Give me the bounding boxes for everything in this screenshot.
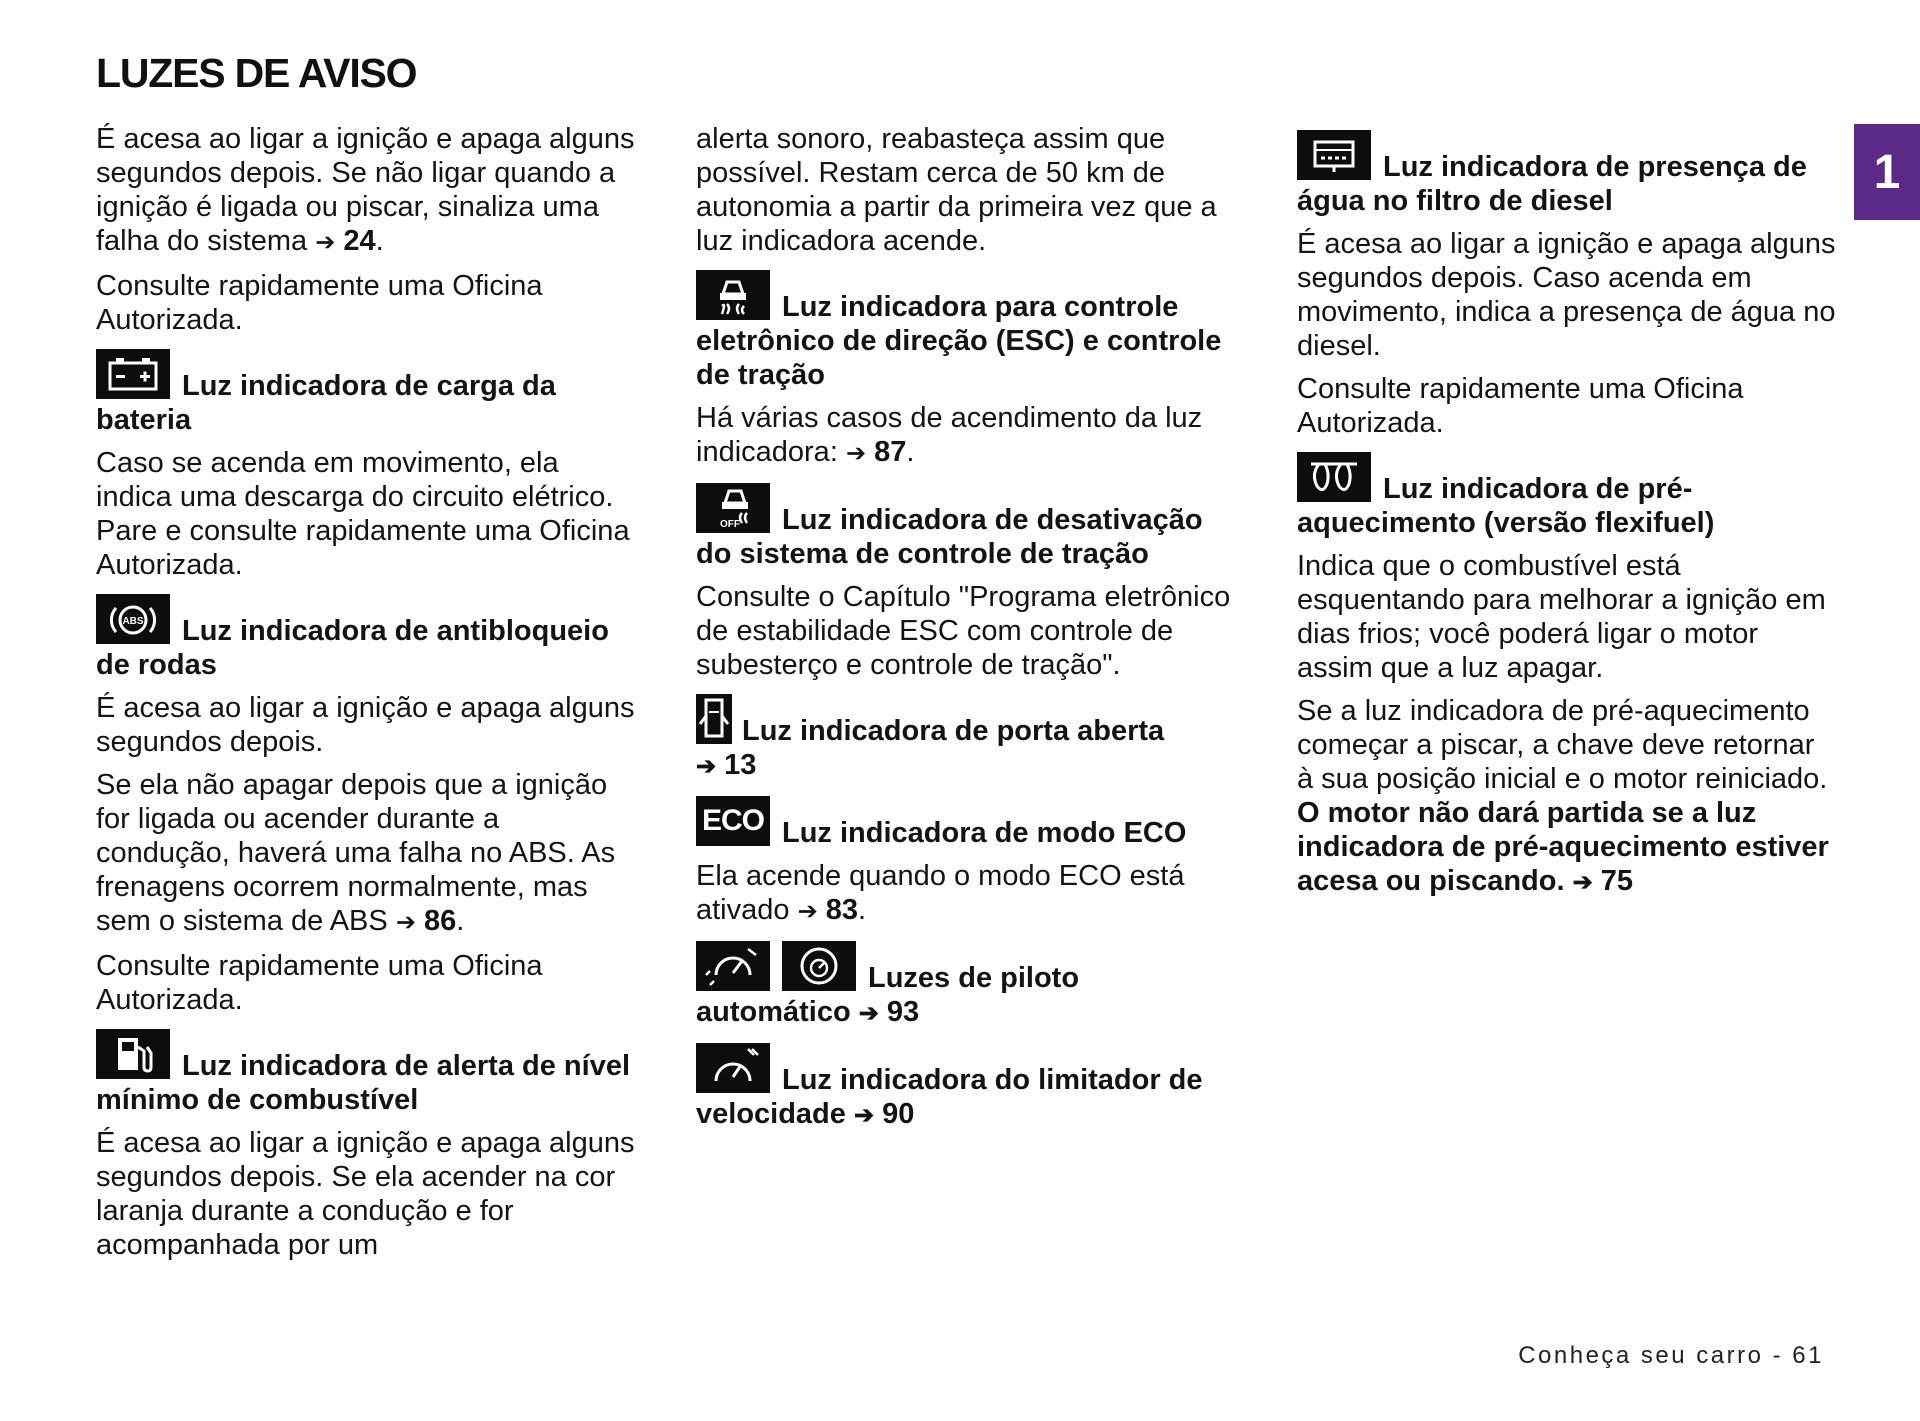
svg-text:OFF: OFF — [720, 519, 740, 530]
cruise-title: Luzes de piloto automático — [696, 962, 1080, 1028]
intro-paragraph: É acesa ao ligar a ignição e apaga alguns segundos depois. Se não ligar quando a ignição é ligada ou piscar, sinaliza uma falha do sistema ➔ 24. — [96, 123, 635, 257]
preheat-glow-plug-icon — [1297, 452, 1371, 502]
page-title: LUZES DE AVISO — [96, 50, 417, 96]
svg-text:ABS: ABS — [122, 616, 144, 627]
page-ref-87[interactable]: 87 — [874, 436, 907, 468]
arrow-icon: ➔ — [797, 898, 818, 925]
preheat-warning-bold: O motor não dará partida se a luz indicadora de pré-aquecimento estiver acesa ou piscando. ➔ 75 — [1297, 797, 1829, 897]
arrow-icon: ➔ — [395, 909, 416, 936]
page-ref-90[interactable]: 90 — [882, 1098, 915, 1130]
eco-text: Ela acende quando o modo ECO está ativado ➔ 83. — [696, 860, 1185, 926]
limiter-title: Luz indicadora do limitador de velocidade — [696, 1064, 1203, 1130]
page-ref-24[interactable]: 24 — [343, 225, 376, 257]
page-footer: Conheça seu carro - 61 — [1518, 1342, 1824, 1369]
water-text: É acesa ao ligar a ignição e apaga alguns segundos depois. Caso acenda em movimento, indica a presença de água no diesel. — [1297, 228, 1836, 362]
cruise-control-off-icon — [782, 941, 856, 991]
column-2 — [696, 122, 1236, 1142]
fuel-text: É acesa ao ligar a ignição e apaga alguns segundos depois. Se ela acender na cor laranja durante a condução e for acompanhada por um — [96, 1127, 635, 1261]
chapter-tab: 1 — [1854, 124, 1920, 220]
abs-warning-icon — [96, 594, 170, 644]
esc-off-heading — [696, 483, 1236, 571]
battery-title: Luz indicadora de carga da bateria — [96, 370, 556, 436]
water-consult: Consulte rapidamente uma Oficina Autorizada. — [1297, 373, 1744, 439]
esc-heading — [696, 270, 1236, 392]
eco-mode-icon: ECO — [696, 796, 770, 846]
page-ref-13[interactable]: 13 — [724, 749, 757, 781]
door-heading — [696, 694, 1236, 784]
preheat-heading — [1297, 452, 1837, 540]
abs-consult: Consulte rapidamente uma Oficina Autorizada. — [96, 950, 543, 1016]
fuel-title: Luz indicadora de alerta de nível mínimo de combustível — [96, 1050, 631, 1116]
fuel-heading — [96, 1029, 636, 1117]
eco-heading — [696, 796, 1236, 850]
preheat-text-1: Indica que o combustível está esquentando para melhorar a ignição em dias frios; você poderá ligar o motor assim que a luz apagar. — [1297, 550, 1826, 684]
esc-title: Luz indicadora para controle eletrônico de direção (ESC) e controle de tração — [696, 291, 1222, 391]
door-title: Luz indicadora de porta aberta — [742, 715, 1165, 747]
esc-off-title: Luz indicadora de desativação do sistema de controle de tração — [696, 504, 1203, 570]
esc-text: Há várias casos de acendimento da luz indicadora: ➔ 87. — [696, 402, 1203, 468]
arrow-icon: ➔ — [858, 1000, 879, 1027]
fuel-pump-icon — [96, 1029, 170, 1079]
arrow-icon: ➔ — [1572, 869, 1593, 896]
page-ref-93[interactable]: 93 — [886, 996, 920, 1028]
abs-title: Luz indicadora de antibloqueio de rodas — [96, 615, 609, 681]
preheat-text-2: Se a luz indicadora de pré-aquecimento começar a piscar, a chave deve retornar à sua posição inicial e o motor reiniciado. O motor não dará partida se a luz indicadora de pré-aquecimento estiver acesa ou piscando. ➔ 75 — [1297, 695, 1829, 897]
battery-heading — [96, 349, 636, 437]
water-in-diesel-icon — [1297, 130, 1371, 180]
arrow-icon: ➔ — [315, 229, 336, 256]
fuel-continued-text: alerta sonoro, reabasteça assim que possível. Restam cerca de 50 km de autonomia a partir da primeira vez que a luz indicadora acende. — [696, 123, 1217, 257]
abs-heading — [96, 594, 636, 682]
esc-skid-icon — [696, 270, 770, 320]
arrow-icon: ➔ — [853, 1102, 875, 1129]
door-open-icon — [696, 694, 732, 744]
page-ref-86[interactable]: 86 — [423, 905, 457, 937]
page-ref-83[interactable]: 83 — [825, 894, 859, 926]
abs-text-1: É acesa ao ligar a ignição e apaga alguns segundos depois. — [96, 692, 635, 758]
intro-consult: Consulte rapidamente uma Oficina Autorizada. — [96, 270, 543, 336]
preheat-title: Luz indicadora de pré-aquecimento (versão flexifuel) — [1297, 473, 1715, 539]
column-1 — [96, 122, 636, 1271]
abs-text-2: Se ela não apagar depois que a ignição for ligada ou acender durante a condução, haverá uma falha no ABS. As frenagens ocorrem normalmente, mas sem o sistema de ABS ➔ 86. — [96, 769, 616, 937]
esc-off-icon — [696, 483, 770, 533]
water-heading — [1297, 130, 1837, 218]
eco-title: Luz indicadora de modo ECO — [782, 817, 1187, 849]
intro-text: É acesa ao ligar a ignição e apaga alguns segundos depois. Se não ligar quando a ignição é ligada ou piscar, sinaliza uma falha do sistema — [96, 123, 635, 257]
battery-warning-icon — [96, 349, 170, 399]
column-3 — [1297, 122, 1837, 909]
battery-text: Caso se acenda em movimento, ela indica uma descarga do circuito elétrico. Pare e consulte rapidamente uma Oficina Autorizada. — [96, 447, 630, 581]
page-ref-75[interactable]: 75 — [1600, 865, 1634, 897]
esc-off-text: Consulte o Capítulo "Programa eletrônico de estabilidade ESC com controle de subesterço e controle de tração". — [696, 581, 1231, 681]
cruise-control-icon — [696, 941, 770, 991]
cruise-heading — [696, 941, 1236, 1031]
speed-limiter-icon — [696, 1043, 770, 1093]
water-title: Luz indicadora de presença de água no filtro de diesel — [1297, 151, 1807, 217]
arrow-icon: ➔ — [845, 440, 867, 467]
limiter-heading — [696, 1043, 1236, 1133]
arrow-icon: ➔ — [696, 753, 717, 780]
